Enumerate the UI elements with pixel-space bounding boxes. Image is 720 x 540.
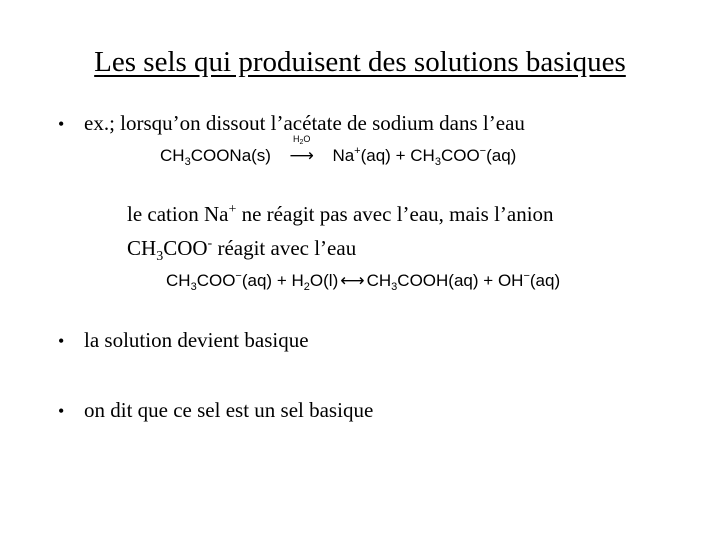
equation-hydrolysis: $CH_3COO^-(aq) + H_2O(l)$ ⟷ $CH_3COOH(aq) + OH^-(aq)$ <box>166 270 561 293</box>
bullet-item-basic-salt <box>58 398 373 423</box>
slide-title: Les sels qui produisent des solutions basiques <box>94 46 626 78</box>
arrow-label-water: $H_2O$ <box>292 134 311 146</box>
explanation-text <box>127 195 554 272</box>
bullet-text: ex.; lorsqu’on dissout l’acétate de sodium dans l’eau <box>84 111 525 135</box>
equation-dissolution: $CH_3COONa(s)$ $H_2O$ ⟶ $Na^+(aq) + CH_3COO^-(aq)$ <box>160 134 517 168</box>
bullet-marker: • <box>58 114 65 134</box>
explanation-line-1: le cation Na+ ne réagit pas avec l’eau, mais l’anion <box>127 202 554 226</box>
equilibrium-arrow: ⟷ <box>340 271 365 290</box>
reaction-arrow: $H_2O$ ⟶ <box>280 146 324 166</box>
bullet-marker: • <box>58 331 65 351</box>
explanation-line-2: $CH_3COO^-$ réagit avec l’eau <box>127 236 357 264</box>
bullet-marker: • <box>58 401 65 421</box>
bullet-text: la solution devient basique <box>84 328 309 352</box>
bullet-text: on dit que ce sel est un sel basique <box>84 398 374 422</box>
bullet-item-example <box>58 111 525 136</box>
bullet-item-basic-solution <box>58 328 309 353</box>
